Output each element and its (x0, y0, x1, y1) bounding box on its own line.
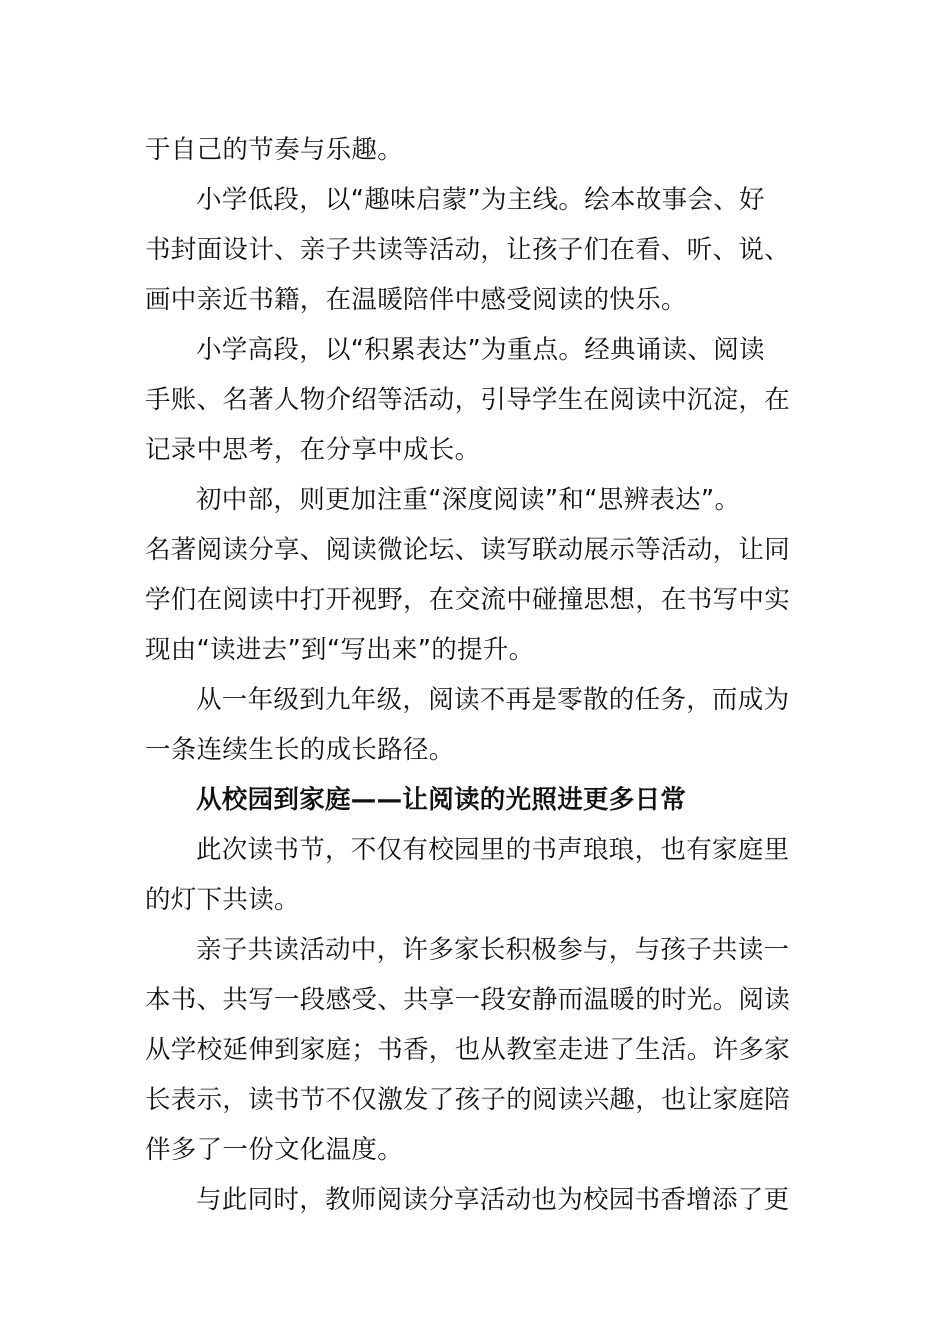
paragraph-first-line: 此次读书节，不仅有校园里的书声琅琅，也有家庭里 (196, 835, 790, 865)
text-line: 手账、名著人物介绍等活动，引导学生在阅读中沉淀，在 (145, 385, 791, 415)
paragraph-first-line: 小学低段，以“趣味启蒙”为主线。绘本故事会、好 (196, 185, 765, 215)
text-line: 书封面设计、亲子共读等活动，让孩子们在看、听、说、 (145, 235, 791, 265)
text-line: 从学校延伸到家庭；书香，也从教室走进了生活。许多家 (145, 1035, 791, 1065)
text-line: 学们在阅读中打开视野，在交流中碰撞思想，在书写中实 (145, 585, 791, 615)
text-line: 一条连续生长的成长路径。 (145, 735, 455, 765)
text-line: 于自己的节奏与乐趣。 (145, 135, 404, 165)
text-line: 记录中思考，在分享中成长。 (145, 435, 481, 465)
text-line: 本书、共写一段感受、共享一段安静而温暖的时光。阅读 (145, 985, 791, 1015)
text-line: 的灯下共读。 (145, 885, 300, 915)
text-line: 画中亲近书籍，在温暖陪伴中感受阅读的快乐。 (145, 285, 687, 315)
paragraph-first-line: 初中部，则更加注重“深度阅读”和“思辨表达”。 (196, 485, 741, 515)
text-line: 长表示，读书节不仅激发了孩子的阅读兴趣，也让家庭陪 (145, 1085, 791, 1115)
text-line: 现由“读进去”到“写出来”的提升。 (145, 635, 535, 665)
text-line: 名著阅读分享、阅读微论坛、读写联动展示等活动，让同 (145, 535, 791, 565)
paragraph-first-line: 小学高段，以“积累表达”为重点。经典诵读、阅读 (196, 335, 765, 365)
paragraph-first-line: 从一年级到九年级，阅读不再是零散的任务，而成为 (196, 685, 790, 715)
text-line: 伴多了一份文化温度。 (145, 1135, 404, 1165)
paragraph-first-line: 亲子共读活动中，许多家长积极参与，与孩子共读一 (196, 935, 790, 965)
section-heading: 从校园到家庭——让阅读的光照进更多日常 (196, 785, 687, 815)
paragraph-first-line: 与此同时，教师阅读分享活动也为校园书香增添了更 (196, 1185, 790, 1215)
